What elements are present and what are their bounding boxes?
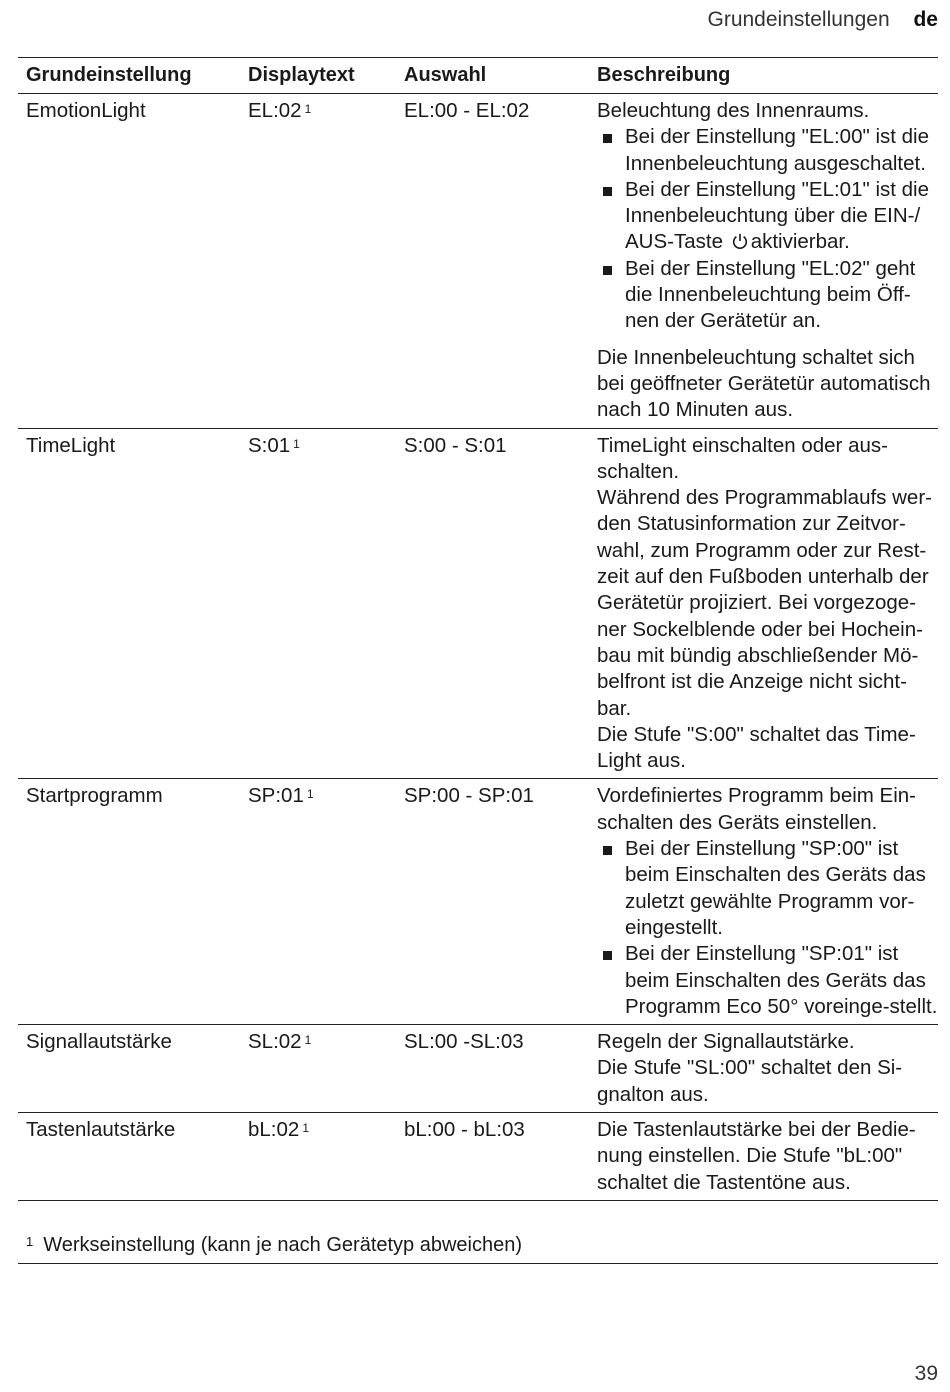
selection-range: S:00 - S:01 (404, 433, 507, 457)
page-header (708, 8, 939, 32)
display-text: EL:02 $^1$ (248, 99, 312, 122)
table-footnote (18, 1230, 938, 1264)
description-line: Die Stufe "SL:00" schaltet den Si-gnalton aus. (597, 1056, 903, 1106)
display-text: bL:02 $^1$ (248, 1117, 309, 1141)
description-line: Regeln der Signallautstärke. (597, 1030, 855, 1054)
description (589, 433, 938, 775)
table-row (18, 429, 938, 780)
description (589, 1029, 938, 1108)
setting-name: Signallautstärke (26, 1030, 172, 1054)
display-text: SP:01 $^1$ (248, 784, 314, 808)
display-text: SL:02 $^1$ (248, 1030, 312, 1054)
description-line: Die Stufe "S:00" schaltet das Time-Light aus. (597, 722, 916, 773)
power-icon (731, 232, 749, 250)
setting-name: TimeLight (26, 433, 116, 457)
section-title: Grundeinstellungen (707, 8, 890, 31)
table-row (18, 779, 938, 1025)
list-item: Bei der Einstellung "SP:00" ist beim Einschalten des Geräts das zuletzt gewählte Programm vor-eingestellt. (597, 836, 938, 941)
table-row (18, 1113, 938, 1201)
column-header: Auswahl (404, 64, 487, 86)
footnote-number: 1 (26, 1234, 34, 1249)
description-line: TimeLight einschalten oder aus-schalten. (597, 433, 888, 483)
bullet-list (597, 836, 938, 1020)
list-item: Bei der Einstellung "EL:01" ist die Innenbeleuchtung über die EIN-/ AUS-Taste aktivierbar. (597, 177, 938, 256)
column-header: Beschreibung (597, 64, 731, 86)
setting-name: Startprogramm (26, 784, 163, 808)
bullet-list (597, 124, 938, 334)
description-extra: Die Innenbeleuchtung schaltet sich bei geöffneter Gerätetür automatisch nach 10 Minuten aus. (597, 345, 931, 422)
column-header: Grundeinstellung (26, 64, 192, 86)
list-item: Bei der Einstellung "SP:01" ist beim Einschalten des Geräts das Programm Eco 50° voreinge-stellt. (597, 941, 938, 1020)
description-intro: Beleuchtung des Innenraums. (597, 99, 870, 122)
table-row (18, 94, 938, 429)
page-number: 39 (914, 1362, 938, 1385)
settings-table (18, 57, 938, 1201)
setting-name: Tastenlautstärke (26, 1117, 176, 1141)
column-header: Displaytext (248, 64, 355, 86)
list-item: Bei der Einstellung "EL:02" geht die Innenbeleuchtung beim Öff-nen der Gerätetür an. (597, 256, 938, 335)
footnote-text: Werkseinstellung (kann je nach Gerätetyp abweichen) (43, 1234, 523, 1256)
table-header (18, 58, 938, 94)
language-code: de (913, 8, 938, 31)
setting-name: EmotionLight (26, 99, 146, 122)
description (589, 1117, 938, 1196)
selection-range: SL:00 -SL:03 (404, 1030, 524, 1054)
description-line: Während des Programmablaufs wer-den Statusinformation zur Zeitvor-wahl, zum Programm oder zur Rest-zeit auf den Fußboden unterhalb der Gerätetür projiziert. Bei vorgezoge-ner Sockelblende oder bei Hochein-bau mit bündig abschließender Mö-belfront ist die Anzeige nicht sicht-bar. (597, 486, 932, 720)
description (589, 98, 938, 424)
table-row (18, 1025, 938, 1113)
description-line: Die Tastenlautstärke bei der Bedie-nung einstellen. Die Stufe "bL:00" schaltet die Tastentöne aus. (597, 1117, 916, 1194)
description-intro: Vordefiniertes Programm beim Ein-schalten des Geräts einstellen. (597, 784, 917, 834)
selection-range: bL:00 - bL:03 (404, 1117, 525, 1141)
selection-range: SP:00 - SP:01 (404, 784, 534, 808)
display-text: S:01 $^1$ (248, 433, 300, 457)
list-item: Bei der Einstellung "EL:00" ist die Innenbeleuchtung ausgeschaltet. (597, 124, 938, 177)
description (589, 783, 938, 1020)
selection-range: EL:00 - EL:02 (404, 99, 530, 122)
